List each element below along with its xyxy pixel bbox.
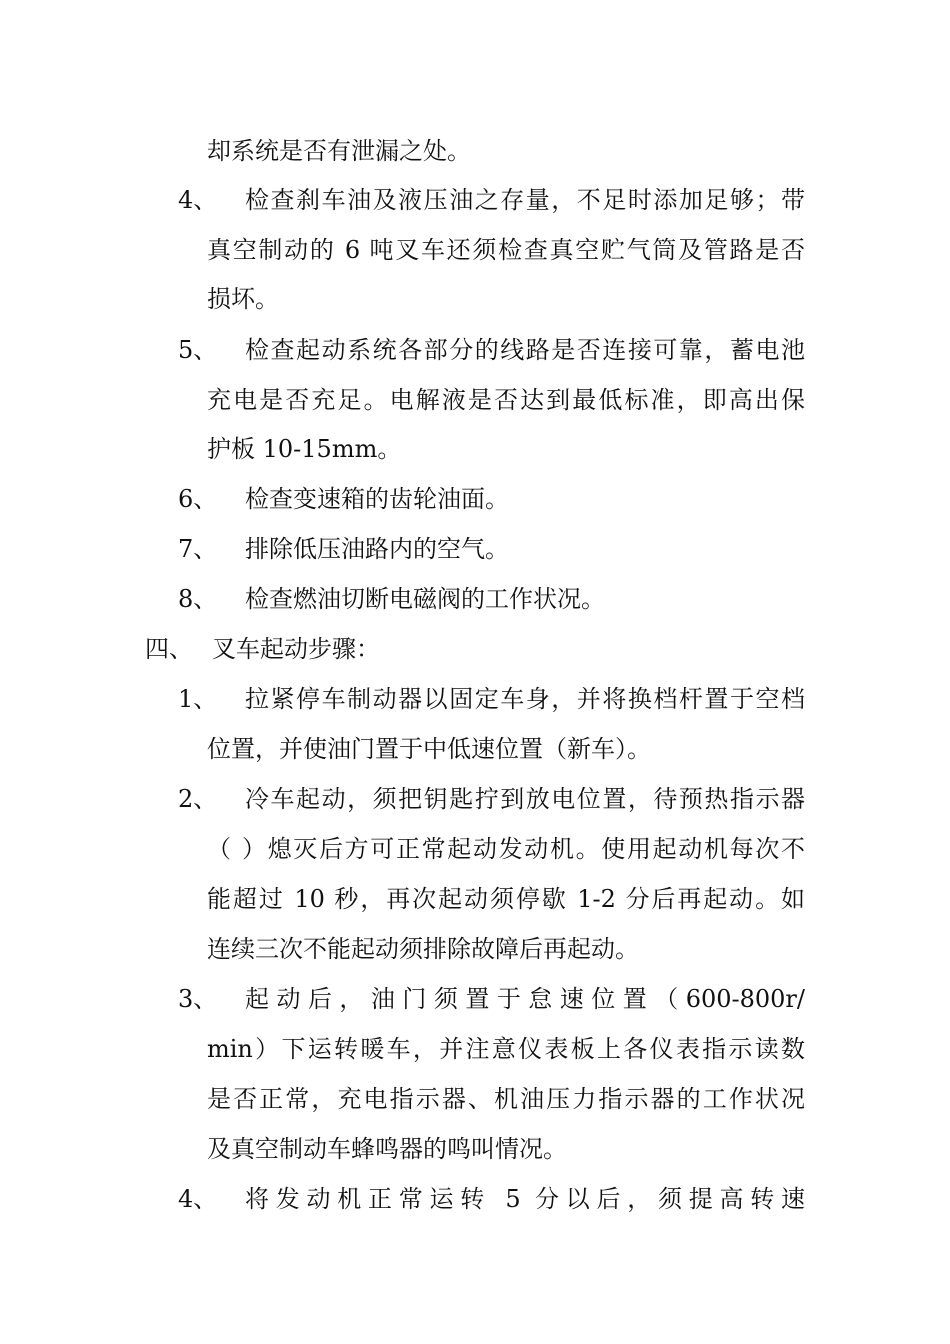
list-number: 2、 <box>178 785 218 813</box>
text-line: 充电是否充足。电解液是否达到最低标准，即高出保 <box>207 386 805 414</box>
section-number: 四、 <box>145 635 193 663</box>
list-number: 5、 <box>178 336 218 364</box>
list-number: 1、 <box>178 685 218 713</box>
text-line: 将发动机正常运转 5 分以后，须提高转速 <box>245 1185 805 1213</box>
text-line: 却系统是否有泄漏之处。 <box>207 137 471 165</box>
text-line: 位置，并使油门置于中低速位置（新车）。 <box>207 735 651 763</box>
text-line: 排除低压油路内的空气。 <box>245 535 509 563</box>
text-line: 及真空制动车蜂鸣器的鸣叫情况。 <box>207 1135 567 1163</box>
text-line: 检查起动系统各部分的线路是否连接可靠，蓄电池 <box>245 336 805 364</box>
text-line: 是否正常，充电指示器、机油压力指示器的工作状况 <box>207 1085 805 1113</box>
list-number: 7、 <box>178 535 218 563</box>
text-line: 损坏。 <box>207 285 279 313</box>
list-number: 6、 <box>178 485 218 513</box>
list-number: 3、 <box>178 985 218 1013</box>
list-number: 8、 <box>178 585 218 613</box>
text-line: 检查刹车油及液压油之存量，不足时添加足够；带 <box>245 186 805 214</box>
text-line: 冷车起动，须把钥匙拧到放电位置，待预热指示器 <box>245 785 805 813</box>
text-line: 连续三次不能起动须排除故障后再起动。 <box>207 935 639 963</box>
text-line: 检查燃油切断电磁阀的工作状况。 <box>245 585 605 613</box>
text-line: 护板 10-15mm。 <box>207 435 402 463</box>
text-line: 拉紧停车制动器以固定车身，并将换档杆置于空档 <box>245 685 805 713</box>
text-line: （ ）熄灭后方可正常起动发动机。使用起动机每次不 <box>207 835 805 863</box>
list-number: 4、 <box>178 1185 218 1213</box>
text-line: min）下运转暖车，并注意仪表板上各仪表指示读数 <box>207 1035 805 1063</box>
text-line: 真空制动的 6 吨叉车还须检查真空贮气筒及管路是否 <box>207 236 805 264</box>
text-line: 能超过 10 秒，再次起动须停歇 1-2 分后再起动。如 <box>207 885 805 913</box>
text-line: 检查变速箱的齿轮油面。 <box>245 485 509 513</box>
text-line: 起动后，油门须置于怠速位置（600-800r/ <box>245 985 805 1013</box>
list-number: 4、 <box>178 186 218 214</box>
section-heading: 叉车起动步骤： <box>212 635 380 663</box>
